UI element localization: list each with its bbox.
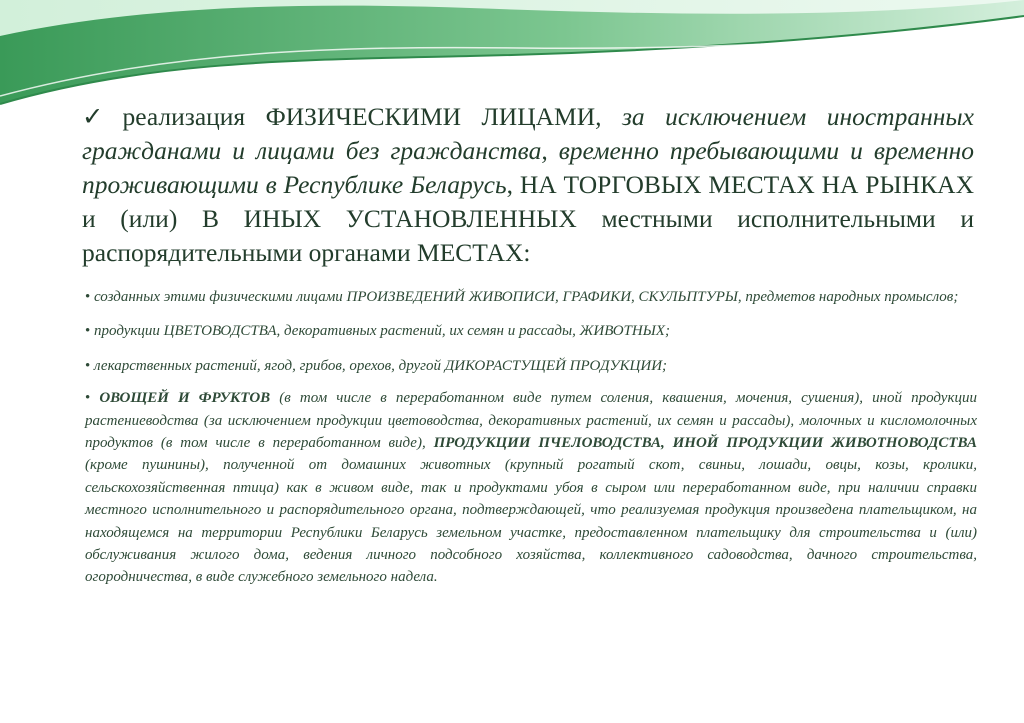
bullet-icon: •	[85, 357, 91, 374]
list-item-text: лекарственных растений, ягод, грибов, орехов, другой ДИКОРАСТУЩЕЙ ПРОДУКЦИИ;	[90, 357, 668, 374]
list-item	[85, 320, 977, 342]
list-item-text: (в том числе в переработанном виде путем соления, квашения, мочения, сушения), иной продукции растениеводства (за исключением продукции цветоводства, декоративных растений, их семян и рассады), молочных и кисломолочных продуктов (в том числе в переработанном виде),	[85, 390, 977, 452]
list-item-text: (кроме пушнины), полученной от домашних животных (крупный рогатый скот, свиньи, лошади, овцы, козы, кролики, сельскохозяйственная птица) как в живом виде, так и продуктами убоя в сыром или переработанном виде, при наличии справки местного исполнительного и распорядительного органа, подтверждающей, что реализуемая продукция произведена плательщиком, на находящемся на территории Республики Беларусь земельном участке, предоставленном плательщику для строительства и (или) обслуживания жилого дома, ведения личного подсобного хозяйства, коллективного садоводства, дачного строительства, огородничества, в виде служебного земельного надела.	[85, 457, 977, 586]
list-item-bold: ПРОДУКЦИИ ПЧЕЛОВОДСТВА, ИНОЙ ПРОДУКЦИИ ЖИВОТНОВОДСТВА	[433, 435, 977, 452]
bullet-icon: •	[85, 289, 91, 305]
bullet-icon: •	[85, 323, 91, 340]
bullet-list	[85, 286, 977, 601]
list-item	[85, 387, 977, 589]
list-item-text: продукции ЦВЕТОВОДСТВА, декоративных растений, их семян и рассады, ЖИВОТНЫХ;	[90, 323, 670, 340]
main-heading	[82, 100, 974, 270]
list-item	[85, 355, 977, 377]
checkmark-icon: ✓	[82, 102, 104, 131]
list-item	[85, 286, 977, 308]
list-item-bold: ОВОЩЕЙ И ФРУКТОВ	[90, 390, 271, 407]
heading-text-1: реализация	[102, 102, 266, 131]
heading-text-2: , НА ТОРГОВЫХ МЕСТАХ НА РЫНКАХ и (или) В ИНЫХ УСТАНОВЛЕННЫХ местными исполнительными и распорядительными органами МЕСТАХ:	[82, 170, 974, 267]
heading-emphasis-1: ФИЗИЧЕСКИМИ ЛИЦАМИ	[265, 102, 596, 131]
heading-text-italic: , за исключением иностранных гражданами и лицами без гражданства, временно пребывающими и временно проживающими в Республике Беларусь	[82, 102, 974, 199]
bullet-icon: •	[85, 390, 91, 407]
list-item-text: созданных этими физическими лицами ПРОИЗВЕДЕНИЙ ЖИВОПИСИ, ГРАФИКИ, СКУЛЬПТУРЫ, предметов народных промыслов;	[90, 289, 959, 305]
decorative-wave	[0, 0, 1024, 110]
